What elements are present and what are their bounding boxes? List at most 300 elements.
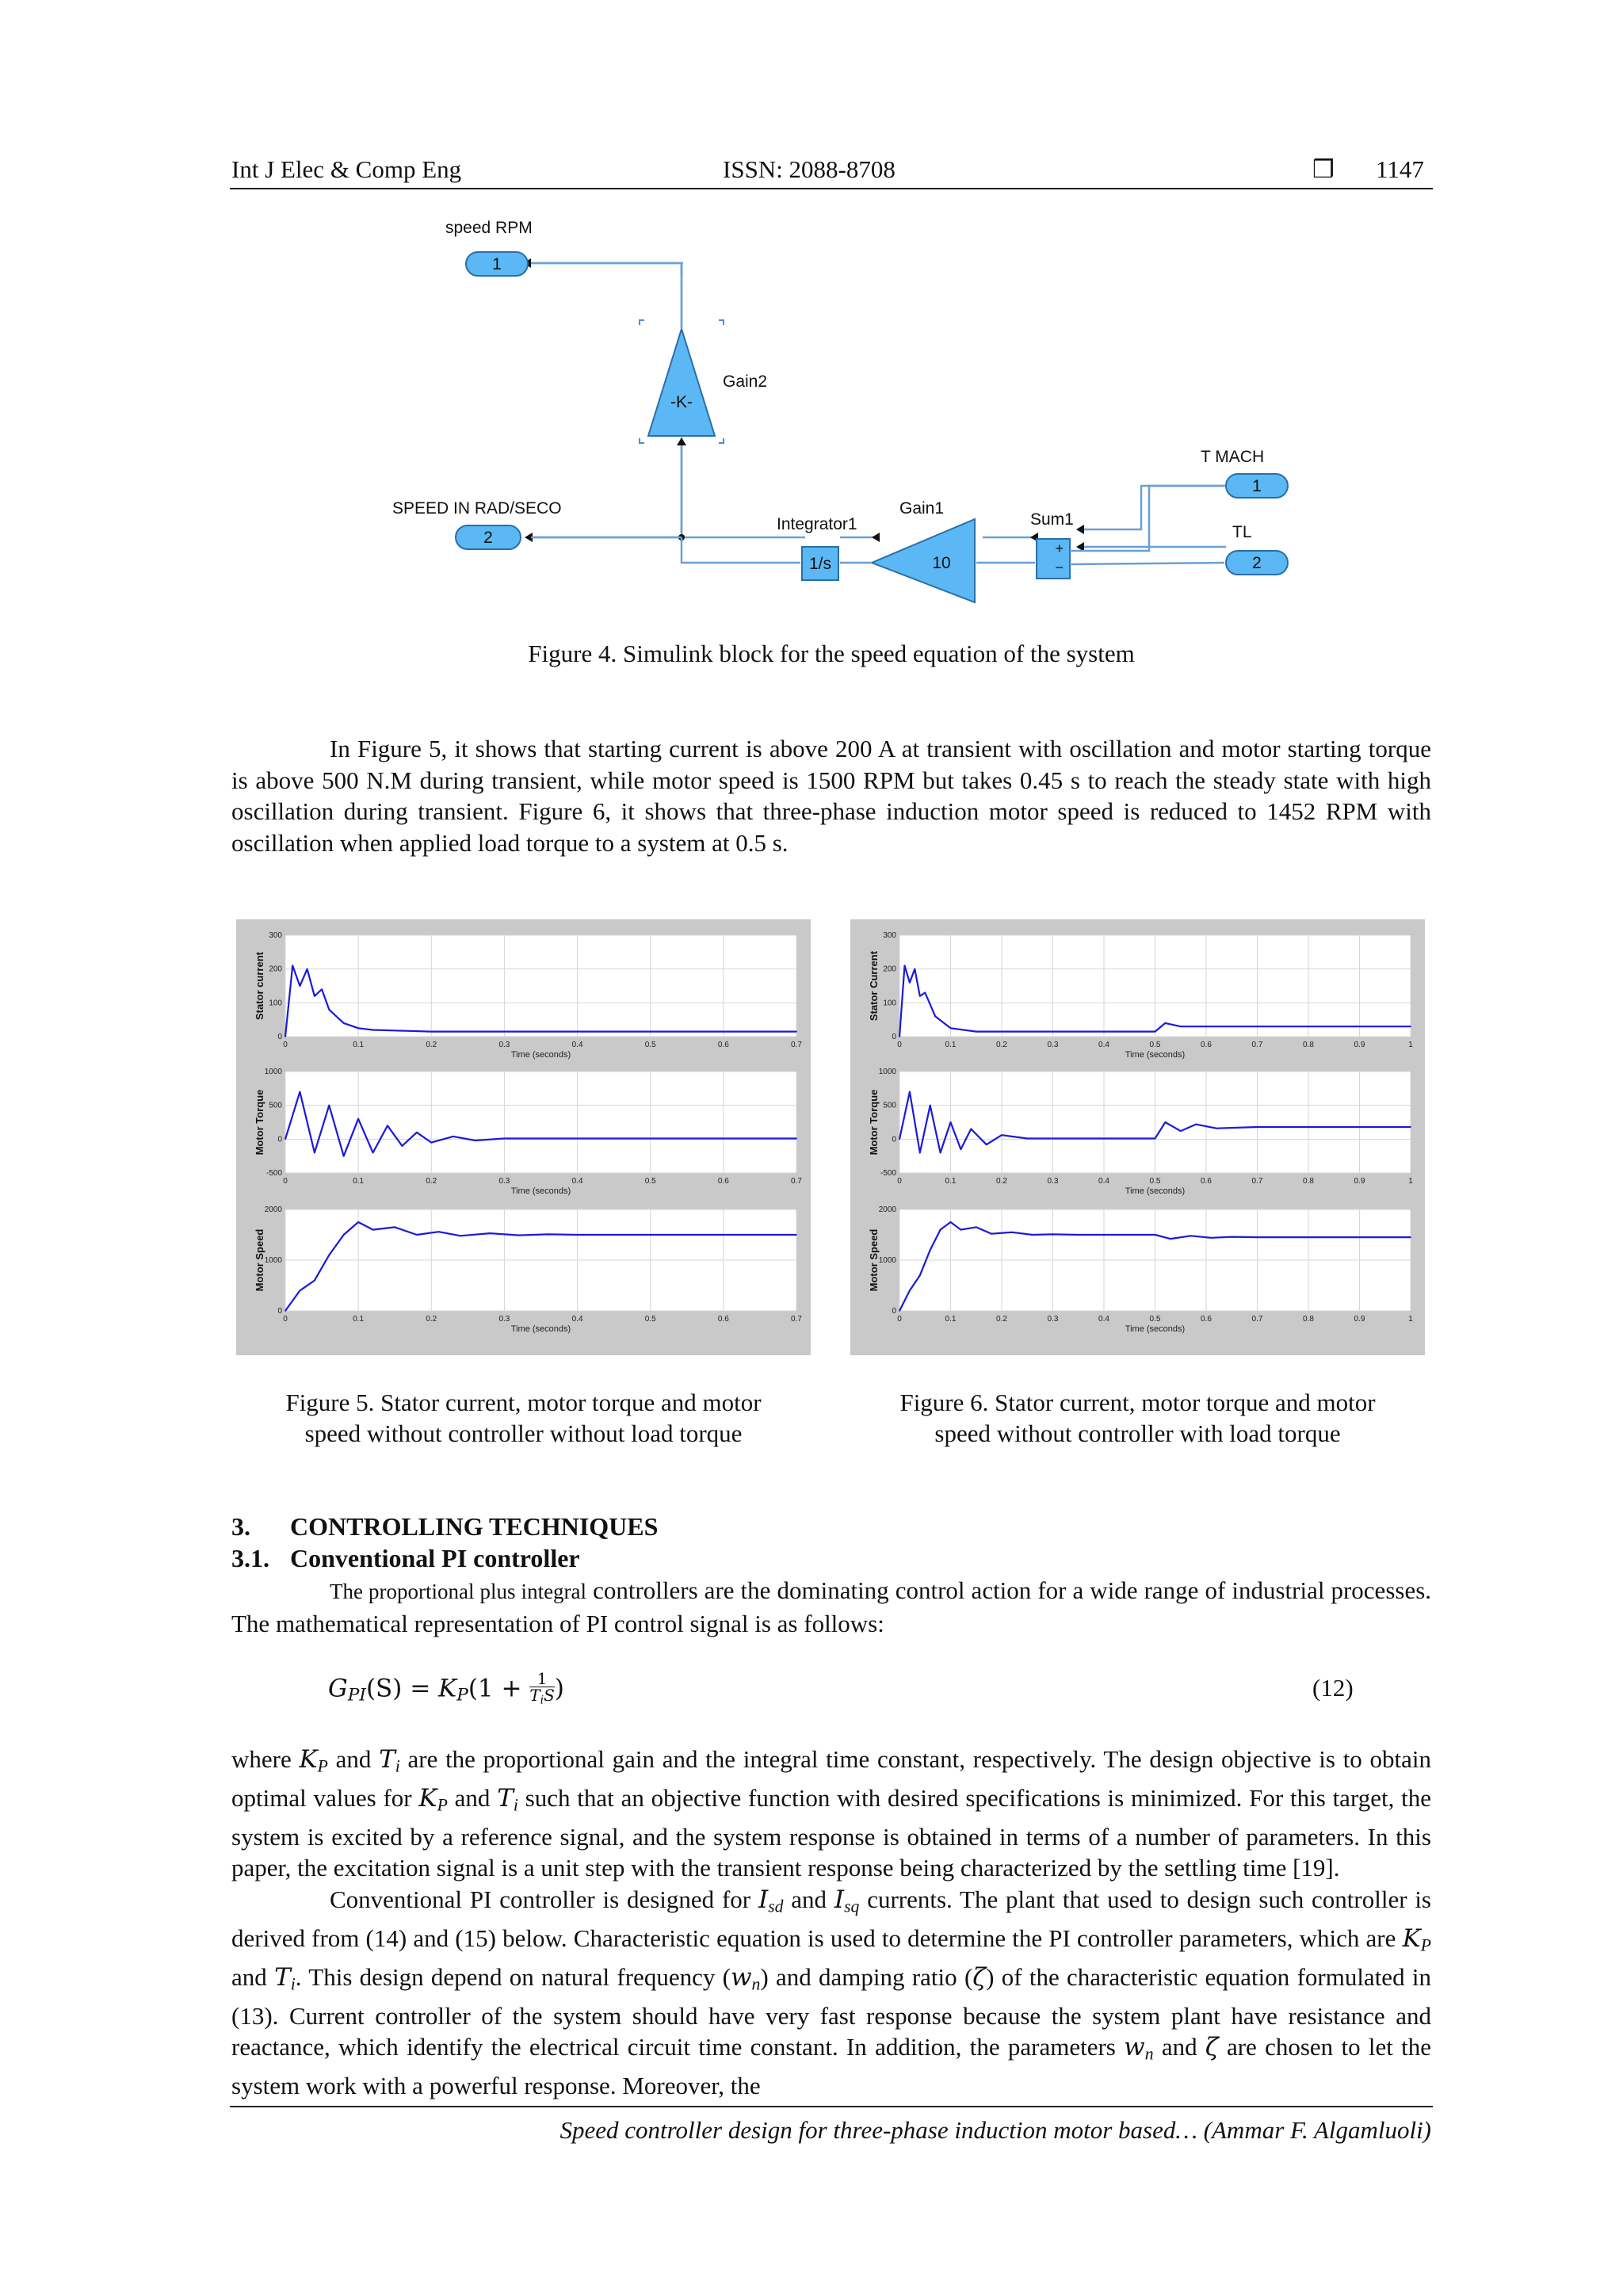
fig6-ytick-label: 1000 <box>878 1068 896 1076</box>
fig6-xtick-label: 0.4 <box>1098 1315 1109 1324</box>
fig6-xtick-label: 0.2 <box>996 1315 1007 1324</box>
fig6-data-point <box>909 1091 911 1093</box>
fig6-ylabel: Motor Torque <box>868 1089 880 1156</box>
eq-den-s: S <box>544 1686 555 1705</box>
conv-kp: K <box>1402 1924 1421 1953</box>
fig6-data-point <box>934 1016 936 1018</box>
figure5-caption-line1: Figure 5. Stator current, motor torque and motor <box>285 1389 762 1416</box>
speed-rpm-port-number: 1 <box>492 255 502 273</box>
fig5-xtick-label: 0.3 <box>498 1315 510 1324</box>
figure4-caption: Figure 4. Simulink block for the speed equation of the system <box>528 640 1135 667</box>
fig6-data-point <box>1128 1234 1130 1236</box>
figure6-svg <box>850 919 1425 1355</box>
integrator-label: Integrator1 <box>777 515 857 533</box>
eq-arg: (S) = <box>365 1674 439 1703</box>
fig6-data-point <box>1257 1126 1258 1128</box>
fig5-data-point <box>285 1139 286 1140</box>
fig5-data-point <box>438 1231 440 1232</box>
sum-minus: − <box>1055 560 1064 575</box>
junction-dot <box>678 534 685 541</box>
figure5-plot <box>236 919 811 1355</box>
conv-ti: T <box>274 1962 291 1992</box>
fig6-panel-2 <box>868 1068 1413 1196</box>
fig6-data-point <box>1155 1031 1156 1033</box>
conv-t6: ) of the characteristic equation formulated in (13). Current controller of the system should have very fast response because the system plant have resistance and reactance, which identify the electrical circuit time constant. In addition, the parameters <box>231 1962 1431 2061</box>
pi-intro-rest: controllers are the dominating control action for a wide range of industrial processes. The mathematical representation of PI control signal is as follows: <box>231 1576 1432 1637</box>
fig5-data-point <box>577 1234 579 1236</box>
fig5-data-point <box>489 1232 491 1234</box>
conv-t5: ) and damping ratio ( <box>760 1962 973 1991</box>
fig5-ytick-label: 100 <box>269 999 282 1008</box>
fig6-xtick-label: 0.6 <box>1201 1177 1212 1186</box>
fig6-ytick-label: 1000 <box>878 1256 896 1265</box>
fig6-data-point <box>1257 1236 1258 1238</box>
fig5-xtick-label: 0.4 <box>571 1041 583 1049</box>
fig6-data-point <box>899 1310 900 1312</box>
fig6-data-point <box>950 1028 952 1030</box>
fig6-data-point <box>950 1221 952 1223</box>
fig5-xlabel: Time (seconds) <box>510 1050 571 1060</box>
fig6-xtick-label: 0.8 <box>1303 1041 1314 1049</box>
page-number: 1147 <box>1376 155 1424 183</box>
fig6-xtick-label: 1 <box>1408 1041 1413 1049</box>
fig6-xtick-label: 0 <box>897 1315 902 1324</box>
fig5-data-point <box>300 1290 301 1292</box>
fig6-xtick-label: 0.6 <box>1201 1315 1212 1324</box>
fig5-xtick-label: 0.1 <box>353 1041 365 1049</box>
fig5-data-point <box>796 1031 797 1033</box>
conv-ti-sub: i <box>290 1974 296 1994</box>
fig5-panel-3 <box>254 1205 802 1334</box>
conv-isd: I <box>758 1885 769 1914</box>
speed-rad-label: SPEED IN RAD/SECO <box>392 499 562 518</box>
fig6-data-point <box>1205 1026 1207 1027</box>
fig6-data-point <box>950 1121 952 1123</box>
fig5-xtick-label: 0 <box>283 1315 288 1324</box>
fig6-xtick-label: 0.1 <box>945 1315 957 1324</box>
fig5-data-point <box>548 1234 549 1236</box>
fig5-xlabel: Time (seconds) <box>510 1186 571 1196</box>
fig5-data-point <box>328 1105 330 1106</box>
footer-rule <box>230 2106 1433 2107</box>
fig6-data-point <box>899 1036 900 1037</box>
fig6-xtick-label: 0.6 <box>1201 1041 1212 1049</box>
fig5-xtick-label: 0 <box>283 1041 288 1049</box>
fig5-data-point <box>343 1022 345 1024</box>
figure6-caption-line1: Figure 6. Stator current, motor torque and motor <box>899 1389 1376 1416</box>
fig6-data-point <box>909 982 911 984</box>
sum-label: Sum1 <box>1030 510 1074 529</box>
fig5-ytick-label: 500 <box>269 1101 282 1110</box>
fig5-data-point <box>372 1152 374 1154</box>
gain2-symbol: -K- <box>670 393 693 411</box>
conv-t7: are chosen to let the system work with a powerful response. Moreover, the <box>231 2033 1432 2100</box>
fig5-ytick-label: 1000 <box>264 1256 282 1265</box>
conv-t3: currents. The plant that used to design such controller is derived from (14) and (15) below. Characteristic equation is used to determine the PI controller parameters, which are <box>231 1885 1431 1952</box>
fig6-data-point <box>1165 1022 1167 1024</box>
fig6-data-point <box>1410 1126 1411 1128</box>
where-kp2-sub: P <box>437 1795 448 1815</box>
conv-isq-sub: sq <box>844 1897 860 1916</box>
fig6-xtick-label: 0.1 <box>945 1177 957 1186</box>
fig5-data-point <box>430 1142 432 1144</box>
gain1-label: Gain1 <box>899 499 945 518</box>
fig6-data-point <box>1052 1234 1054 1236</box>
fig6-data-point <box>919 995 921 997</box>
eq-den: T <box>529 1686 540 1705</box>
footer-text: Speed controller design for three-phase induction motor based… (Ammar F. Algamluoli) <box>559 2116 1431 2144</box>
fig6-data-point <box>1195 1124 1197 1125</box>
fig6-data-point <box>940 1152 941 1154</box>
fig6-xtick-label: 0 <box>897 1177 902 1186</box>
fig6-data-point <box>1155 1234 1156 1236</box>
conv-and: and <box>231 1962 275 1991</box>
fig5-xtick-label: 0.3 <box>498 1041 510 1049</box>
fig6-ytick-label: 200 <box>883 965 896 974</box>
fig6-ytick-label: 100 <box>883 999 896 1008</box>
eq-kp: K <box>438 1674 457 1703</box>
fig6-data-point <box>971 1129 972 1130</box>
fig6-data-point <box>930 1105 931 1106</box>
where-t1: where <box>231 1745 300 1773</box>
tl-port-number: 2 <box>1252 554 1262 572</box>
section3-number: 3. <box>231 1512 250 1541</box>
fig6-ytick-label: -500 <box>880 1169 896 1178</box>
fig5-xtick-label: 0.3 <box>498 1177 510 1186</box>
fig6-xtick-label: 0.4 <box>1098 1041 1109 1049</box>
fig5-data-point <box>394 1227 395 1228</box>
fig5-data-point <box>292 965 293 967</box>
conv-isd-sub: sd <box>768 1897 784 1916</box>
arrow-to-sum-plus <box>1076 525 1084 534</box>
fig5-data-point <box>372 1229 374 1231</box>
fig6-data-point <box>1211 1237 1212 1239</box>
fig5-data-point <box>343 1156 345 1157</box>
fig5-panel-frame <box>285 935 796 1037</box>
gain2-input-arrow <box>677 437 686 445</box>
sum-plus: + <box>1055 541 1064 556</box>
fig5-data-point <box>285 1036 286 1037</box>
conv-kp-sub: P <box>1420 1935 1431 1955</box>
fig5-ytick-label: 0 <box>277 1307 282 1316</box>
where-ti2-sub: i <box>513 1795 518 1815</box>
where-kp: K <box>299 1745 318 1774</box>
pi-paragraph <box>231 1575 1431 1639</box>
fig5-xtick-label: 0.5 <box>644 1177 656 1186</box>
fig6-ytick-label: 2000 <box>878 1205 896 1214</box>
fig6-xtick-label: 0.5 <box>1149 1041 1161 1049</box>
fig5-ytick-label: 0 <box>277 1033 282 1041</box>
fig5-data-point <box>504 1138 506 1140</box>
fig5-data-point <box>460 1235 461 1236</box>
fig5-xtick-label: 0.6 <box>717 1177 729 1186</box>
figure5-caption <box>236 1387 811 1449</box>
arrow-to-sum-minus <box>1076 542 1084 552</box>
fig5-data-point <box>372 1030 374 1031</box>
conv-wn2: w <box>1124 2033 1145 2062</box>
tl-label: TL <box>1232 523 1252 541</box>
intro-paragraph <box>231 733 1431 858</box>
fig5-xtick-label: 0.4 <box>571 1177 583 1186</box>
fig5-xtick-label: 0.2 <box>426 1315 437 1324</box>
pi-intro-small: The proportional plus integral <box>330 1580 587 1603</box>
fig6-data-point <box>899 1139 900 1140</box>
section31-number: 3.1. <box>231 1544 269 1572</box>
fig5-data-point <box>796 1138 797 1140</box>
fig6-data-point <box>1170 1238 1171 1240</box>
fig6-xlabel: Time (seconds) <box>1125 1186 1186 1196</box>
fig6-data-point <box>1011 1232 1013 1233</box>
fig5-xtick-label: 0.6 <box>717 1315 729 1324</box>
fig5-xtick-label: 0.1 <box>353 1177 365 1186</box>
fig6-ytick-label: 0 <box>892 1307 896 1316</box>
fig6-ytick-label: 0 <box>892 1135 896 1144</box>
fig6-data-point <box>1410 1236 1411 1238</box>
conv-t1: Conventional PI controller is designed for <box>330 1885 758 1913</box>
speed-rad-port-number: 2 <box>483 529 493 547</box>
fig5-data-point <box>314 1280 315 1282</box>
fig5-xtick-label: 0.5 <box>644 1041 656 1049</box>
conv-zeta2: ζ <box>1205 2033 1219 2062</box>
section31-title: Conventional PI controller <box>290 1544 580 1572</box>
fig6-data-point <box>1165 1121 1167 1123</box>
eq-fraction <box>529 1671 555 1709</box>
fig6-xtick-label: 0.7 <box>1251 1177 1263 1186</box>
fig5-ytick-label: 2000 <box>264 1205 282 1214</box>
fig6-data-point <box>1180 1026 1182 1027</box>
conv-t2: and <box>783 1885 834 1913</box>
eq-kp-sub: P <box>456 1685 468 1706</box>
fig6-data-point <box>960 1148 962 1150</box>
fig5-ytick-label: 0 <box>277 1135 282 1144</box>
fig5-ylabel: Stator current <box>254 952 265 1020</box>
fig6-xtick-label: 0.7 <box>1251 1315 1263 1324</box>
eq-g: G <box>328 1674 348 1703</box>
fig6-data-point <box>1155 1138 1156 1140</box>
fig5-data-point <box>402 1145 403 1147</box>
fig6-data-point <box>1216 1128 1217 1129</box>
fig6-ytick-label: 0 <box>892 1033 896 1041</box>
fig5-xtick-label: 0.2 <box>426 1177 437 1186</box>
conv-t4: . This design depend on natural frequency ( <box>295 1962 731 1991</box>
eq-g-sub: PI <box>347 1685 366 1706</box>
fig6-data-point <box>1410 1026 1411 1027</box>
fig6-ylabel: Motor Speed <box>868 1228 880 1292</box>
where-t3: are the proportional gain and the integral time constant, respectively. The design objective is to obtain optimal values for <box>231 1745 1432 1812</box>
fig5-ylabel: Motor Speed <box>254 1228 265 1292</box>
fig5-ylabel: Motor Torque <box>254 1089 265 1156</box>
tmach-port-number: 1 <box>1252 477 1262 495</box>
fig5-ytick-label: 300 <box>269 931 282 940</box>
where-ti: T <box>379 1745 395 1774</box>
fig6-data-point <box>919 1152 921 1154</box>
fig5-data-point <box>518 1235 520 1236</box>
fig5-data-point <box>613 1234 615 1236</box>
fig6-xtick-label: 0.3 <box>1047 1041 1059 1049</box>
where-ti-sub: i <box>395 1756 400 1776</box>
fig6-data-point <box>915 968 916 970</box>
fig5-data-point <box>336 1016 338 1018</box>
eq-close: ) <box>554 1674 564 1703</box>
equation-number: (12) <box>1312 1674 1354 1702</box>
fig5-data-point <box>475 1140 476 1141</box>
fig6-data-point <box>1190 1235 1192 1236</box>
fig6-ytick-label: 300 <box>883 931 896 940</box>
figure6-caption <box>850 1387 1425 1449</box>
fig6-panel-1 <box>868 931 1413 1060</box>
conv-zeta: ζ <box>972 1962 987 1992</box>
fig6-data-point <box>1026 1138 1028 1140</box>
conv-and2: and <box>1153 2033 1205 2061</box>
fig5-data-point <box>357 1221 359 1223</box>
fig6-ylabel: Stator Current <box>868 950 880 1022</box>
fig6-xtick-label: 0.1 <box>945 1041 957 1049</box>
fig6-xtick-label: 0.8 <box>1303 1177 1314 1186</box>
fig6-data-point <box>1180 1130 1182 1132</box>
fig5-panel-frame <box>285 1072 796 1173</box>
fig6-data-point <box>904 965 906 967</box>
figure5-svg <box>236 919 811 1355</box>
figure6-caption-line2: speed without controller with load torque <box>934 1419 1341 1447</box>
fig6-data-point <box>976 1031 977 1033</box>
fig6-data-point <box>1032 1234 1033 1236</box>
simulink-diagram <box>372 214 1292 626</box>
fig5-xtick-label: 0.6 <box>717 1041 729 1049</box>
fig6-xtick-label: 0.3 <box>1047 1315 1059 1324</box>
arrow-to-speed-rad <box>525 533 533 542</box>
integrator-symbol: 1/s <box>808 555 832 573</box>
equation-12 <box>328 1671 564 1709</box>
fig5-ytick-label: 200 <box>269 965 282 974</box>
fig6-xtick-label: 0.4 <box>1098 1177 1109 1186</box>
conv-wn2-sub: n <box>1144 2044 1154 2064</box>
fig5-panel-1 <box>254 931 802 1060</box>
eq-num: 1 <box>529 1671 555 1687</box>
fig6-xtick-label: 0.9 <box>1354 1041 1365 1049</box>
fig6-xtick-label: 0.5 <box>1149 1315 1161 1324</box>
fig6-data-point <box>1001 1134 1002 1136</box>
fig5-data-point <box>343 1234 345 1236</box>
where-ti2: T <box>497 1783 514 1813</box>
where-and2: and <box>447 1783 498 1812</box>
where-kp2: K <box>418 1783 437 1813</box>
fig5-data-point <box>328 1009 330 1010</box>
fig5-data-point <box>300 1091 301 1093</box>
issn: ISSN: 2088-8708 <box>723 155 896 183</box>
fig6-xtick-label: 0 <box>897 1041 902 1049</box>
fig6-data-point <box>1078 1234 1079 1236</box>
fig5-xtick-label: 0.4 <box>571 1315 583 1324</box>
fig5-xtick-label: 0.7 <box>791 1041 802 1049</box>
box-icon: ❒ <box>1312 155 1335 183</box>
fig6-data-point <box>924 992 926 994</box>
figure5-caption-line2: speed without controller without load torque <box>304 1419 743 1447</box>
fig5-xtick-label: 0.5 <box>644 1315 656 1324</box>
fig5-xtick-label: 0.7 <box>791 1315 802 1324</box>
fig6-xtick-label: 0.9 <box>1354 1315 1365 1324</box>
conv-wn-sub: n <box>751 1974 761 1994</box>
fig5-data-point <box>430 1031 432 1033</box>
fig6-data-point <box>991 1233 992 1235</box>
fig5-data-point <box>314 1152 315 1154</box>
section3-title: CONTROLLING TECHNIQUES <box>290 1512 659 1541</box>
fig6-data-point <box>976 1227 977 1228</box>
journal-name: Int J Elec & Comp Eng <box>231 155 462 183</box>
fig6-data-point <box>1231 1236 1232 1238</box>
fig6-data-point <box>919 1274 921 1276</box>
fig6-panel-3 <box>868 1205 1413 1334</box>
gain2-block[interactable] <box>648 329 715 436</box>
signal-lines <box>528 263 1226 547</box>
fig6-data-point <box>930 1249 931 1251</box>
sum-block[interactable] <box>1037 539 1070 579</box>
where-t2: and <box>327 1745 380 1773</box>
fig5-data-point <box>416 1132 418 1133</box>
header-rule <box>230 188 1433 189</box>
conv-isq: I <box>834 1885 845 1914</box>
fig6-xtick-label: 1 <box>1408 1177 1413 1186</box>
figure6-plot <box>850 919 1425 1355</box>
fig6-ytick-label: 500 <box>883 1101 896 1110</box>
fig6-xtick-label: 0.2 <box>996 1177 1007 1186</box>
conv-wn: w <box>730 1962 752 1992</box>
fig6-xlabel: Time (seconds) <box>1125 1324 1186 1334</box>
fig6-data-point <box>940 1229 941 1231</box>
fig5-data-point <box>328 1255 330 1256</box>
fig6-data-point <box>986 1144 987 1145</box>
fig6-xtick-label: 0.8 <box>1303 1315 1314 1324</box>
fig6-xlabel: Time (seconds) <box>1125 1050 1186 1060</box>
fig6-xtick-label: 0.3 <box>1047 1177 1059 1186</box>
fig5-xtick-label: 0.7 <box>791 1177 802 1186</box>
fig6-xtick-label: 0.9 <box>1354 1177 1365 1186</box>
where-kp-sub: P <box>317 1756 328 1776</box>
fig5-data-point <box>796 1234 797 1236</box>
fig5-ytick-label: 1000 <box>264 1068 282 1076</box>
fig5-data-point <box>307 968 308 970</box>
fig5-data-point <box>357 1118 359 1120</box>
fig5-panel-2 <box>254 1068 802 1196</box>
arrow-to-integrator <box>872 533 880 542</box>
fig5-data-point <box>357 1028 359 1030</box>
fig5-data-point <box>285 1310 286 1312</box>
fig5-ytick-label: -500 <box>265 1169 282 1178</box>
fig6-xtick-label: 0.2 <box>996 1041 1007 1049</box>
fig5-data-point <box>387 1125 388 1126</box>
fig5-data-point <box>453 1136 454 1137</box>
intro-text: In Figure 5, it shows that starting current is above 200 A at transient with oscillation and motor starting torque is above 500 N.M during transient, while motor speed is 1500 RPM but takes 0.45 s to reach the steady state with high oscillation during transient. Figure 6, it shows that three-phase induction motor speed is reduced to 1452 RPM with oscillation when applied load torque to a system at 0.5 s. <box>231 735 1431 857</box>
fig6-data-point <box>909 1290 911 1292</box>
fig6-xtick-label: 0.5 <box>1149 1177 1161 1186</box>
where-paragraph <box>231 1744 1431 2102</box>
tmach-label: T MACH <box>1201 448 1265 466</box>
fig6-data-point <box>960 1229 962 1231</box>
fig5-xtick-label: 0.2 <box>426 1041 437 1049</box>
fig5-xlabel: Time (seconds) <box>510 1324 571 1334</box>
where-t4: such that an objective function with desired specifications is minimized. For this target, the system is excited by a reference signal, and the system response is obtained in terms of a number of parameters. In this paper, the excitation signal is a unit step with the transient response being characterized by the settling time [19]. <box>231 1783 1431 1882</box>
fig5-xtick-label: 0 <box>283 1177 288 1186</box>
gain1-value: 10 <box>932 554 951 572</box>
speed-rpm-label: speed RPM <box>445 219 533 237</box>
gain1-block[interactable] <box>872 519 975 602</box>
fig5-data-point <box>314 995 315 997</box>
fig6-xtick-label: 0.7 <box>1251 1041 1263 1049</box>
eq-paren: (1 + <box>468 1674 530 1703</box>
fig5-data-point <box>321 988 323 990</box>
fig5-data-point <box>394 1030 395 1032</box>
fig6-xtick-label: 1 <box>1408 1315 1413 1324</box>
fig5-data-point <box>416 1234 418 1236</box>
